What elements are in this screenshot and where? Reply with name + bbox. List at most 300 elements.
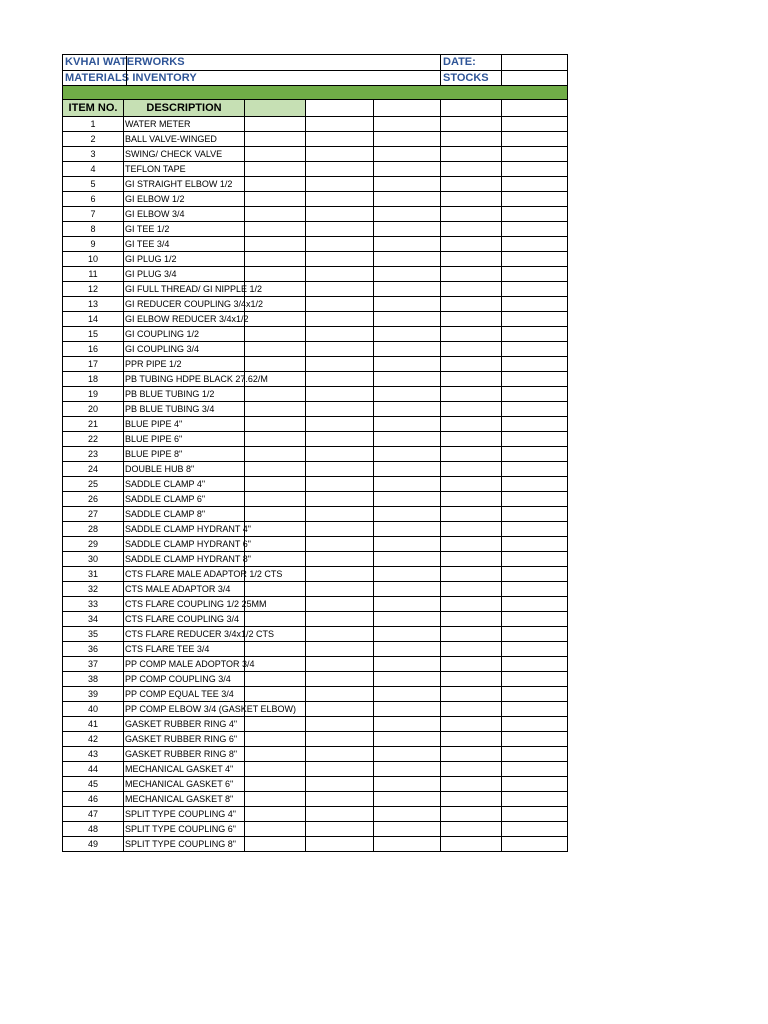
- stock-cell[interactable]: [306, 612, 374, 627]
- stock-cell[interactable]: [306, 552, 374, 567]
- stock-cell[interactable]: [441, 597, 502, 612]
- stock-cell[interactable]: [441, 177, 502, 192]
- stock-cell[interactable]: [245, 402, 306, 417]
- stock-cell[interactable]: [441, 627, 502, 642]
- stock-cell[interactable]: [374, 507, 441, 522]
- item-number-cell[interactable]: 17: [63, 357, 124, 372]
- column-header-blank[interactable]: [306, 100, 374, 117]
- stock-cell[interactable]: [441, 432, 502, 447]
- stock-cell[interactable]: [306, 507, 374, 522]
- stock-cell[interactable]: [441, 132, 502, 147]
- stock-cell[interactable]: [245, 177, 306, 192]
- date-label[interactable]: DATE:: [441, 55, 502, 71]
- stock-cell[interactable]: [502, 792, 568, 807]
- column-header-blank[interactable]: [374, 100, 441, 117]
- stock-cell[interactable]: [441, 522, 502, 537]
- stock-cell[interactable]: [306, 597, 374, 612]
- item-description-cell[interactable]: DOUBLE HUB 8": [124, 462, 245, 477]
- item-description-cell[interactable]: CTS FLARE TEE 3/4: [124, 642, 245, 657]
- stock-cell[interactable]: [374, 597, 441, 612]
- stock-cell[interactable]: [245, 237, 306, 252]
- stock-cell[interactable]: [374, 342, 441, 357]
- stock-cell[interactable]: [441, 747, 502, 762]
- column-header-blank[interactable]: [441, 100, 502, 117]
- item-description-cell[interactable]: GI ELBOW REDUCER 3/4x1/2: [124, 312, 245, 327]
- stock-cell[interactable]: [441, 297, 502, 312]
- stock-cell[interactable]: [245, 222, 306, 237]
- stock-cell[interactable]: [245, 477, 306, 492]
- item-number-cell[interactable]: 47: [63, 807, 124, 822]
- stock-cell[interactable]: [245, 162, 306, 177]
- item-number-cell[interactable]: 20: [63, 402, 124, 417]
- stock-cell[interactable]: [245, 642, 306, 657]
- item-number-cell[interactable]: 6: [63, 192, 124, 207]
- item-description-cell[interactable]: WATER METER: [124, 117, 245, 132]
- stock-cell[interactable]: [374, 162, 441, 177]
- item-number-cell[interactable]: 12: [63, 282, 124, 297]
- stock-cell[interactable]: [245, 147, 306, 162]
- stock-cell[interactable]: [502, 807, 568, 822]
- item-number-cell[interactable]: 15: [63, 327, 124, 342]
- stock-cell[interactable]: [502, 387, 568, 402]
- item-description-cell[interactable]: CTS FLARE COUPLING 1/2 25MM: [124, 597, 245, 612]
- stock-cell[interactable]: [374, 762, 441, 777]
- item-description-cell[interactable]: SPLIT TYPE COUPLING 4": [124, 807, 245, 822]
- stock-cell[interactable]: [502, 117, 568, 132]
- item-description-cell[interactable]: CTS FLARE MALE ADAPTOR 1/2 CTS: [124, 567, 245, 582]
- item-description-cell[interactable]: CTS MALE ADAPTOR 3/4: [124, 582, 245, 597]
- item-description-cell[interactable]: MECHANICAL GASKET 4": [124, 762, 245, 777]
- item-number-cell[interactable]: 21: [63, 417, 124, 432]
- stock-cell[interactable]: [502, 342, 568, 357]
- item-number-cell[interactable]: 28: [63, 522, 124, 537]
- stock-cell[interactable]: [502, 402, 568, 417]
- stock-cell[interactable]: [502, 327, 568, 342]
- item-number-cell[interactable]: 35: [63, 627, 124, 642]
- stock-cell[interactable]: [374, 117, 441, 132]
- stock-cell[interactable]: [441, 687, 502, 702]
- stock-cell[interactable]: [441, 147, 502, 162]
- stock-cell[interactable]: [441, 702, 502, 717]
- stock-cell[interactable]: [245, 777, 306, 792]
- item-description-cell[interactable]: SADDLE CLAMP 8": [124, 507, 245, 522]
- stock-cell[interactable]: [374, 657, 441, 672]
- stock-cell[interactable]: [441, 447, 502, 462]
- stock-cell[interactable]: [245, 717, 306, 732]
- stock-cell[interactable]: [441, 222, 502, 237]
- stock-cell[interactable]: [502, 312, 568, 327]
- stock-cell[interactable]: [306, 807, 374, 822]
- stock-cell[interactable]: [502, 432, 568, 447]
- stock-cell[interactable]: [441, 357, 502, 372]
- stock-cell[interactable]: [245, 612, 306, 627]
- stock-cell[interactable]: [306, 162, 374, 177]
- stock-cell[interactable]: [306, 327, 374, 342]
- stock-cell[interactable]: [441, 777, 502, 792]
- stock-cell[interactable]: [441, 672, 502, 687]
- stock-cell[interactable]: [441, 237, 502, 252]
- item-description-cell[interactable]: GI FULL THREAD/ GI NIPPLE 1/2: [124, 282, 245, 297]
- stock-cell[interactable]: [374, 372, 441, 387]
- stock-cell[interactable]: [441, 717, 502, 732]
- item-description-cell[interactable]: GASKET RUBBER RING 4": [124, 717, 245, 732]
- stock-cell[interactable]: [374, 522, 441, 537]
- stock-cell[interactable]: [306, 177, 374, 192]
- column-header-blank[interactable]: [245, 100, 306, 117]
- stock-cell[interactable]: [374, 357, 441, 372]
- stock-cell[interactable]: [441, 657, 502, 672]
- item-description-cell[interactable]: GI REDUCER COUPLING 3/4x1/2: [124, 297, 245, 312]
- stock-cell[interactable]: [374, 312, 441, 327]
- item-number-cell[interactable]: 22: [63, 432, 124, 447]
- item-number-cell[interactable]: 25: [63, 477, 124, 492]
- stock-cell[interactable]: [374, 732, 441, 747]
- stock-cell[interactable]: [502, 147, 568, 162]
- stock-cell[interactable]: [441, 402, 502, 417]
- stock-cell[interactable]: [441, 387, 502, 402]
- stock-cell[interactable]: [441, 117, 502, 132]
- stock-cell[interactable]: [502, 237, 568, 252]
- item-number-cell[interactable]: 34: [63, 612, 124, 627]
- stock-cell[interactable]: [374, 432, 441, 447]
- stock-cell[interactable]: [502, 282, 568, 297]
- stock-cell[interactable]: [245, 342, 306, 357]
- stock-cell[interactable]: [306, 447, 374, 462]
- stock-cell[interactable]: [441, 207, 502, 222]
- stock-cell[interactable]: [441, 762, 502, 777]
- stock-cell[interactable]: [306, 822, 374, 837]
- stock-cell[interactable]: [306, 582, 374, 597]
- item-number-cell[interactable]: 2: [63, 132, 124, 147]
- stock-cell[interactable]: [306, 387, 374, 402]
- stock-cell[interactable]: [441, 537, 502, 552]
- stock-cell[interactable]: [306, 732, 374, 747]
- stock-cell[interactable]: [441, 252, 502, 267]
- sheet-subtitle[interactable]: MATERIALS INVENTORY: [63, 70, 245, 86]
- stock-cell[interactable]: [374, 822, 441, 837]
- stock-cell[interactable]: [502, 732, 568, 747]
- item-description-cell[interactable]: SADDLE CLAMP HYDRANT 8": [124, 552, 245, 567]
- stock-cell[interactable]: [245, 807, 306, 822]
- stock-cell[interactable]: [306, 837, 374, 852]
- item-number-cell[interactable]: 24: [63, 462, 124, 477]
- item-number-cell[interactable]: 36: [63, 642, 124, 657]
- stock-cell[interactable]: [441, 837, 502, 852]
- stock-cell[interactable]: [374, 177, 441, 192]
- stock-cell[interactable]: [245, 252, 306, 267]
- stock-cell[interactable]: [245, 312, 306, 327]
- item-description-cell[interactable]: GI STRAIGHT ELBOW 1/2: [124, 177, 245, 192]
- stock-cell[interactable]: [502, 372, 568, 387]
- stock-cell[interactable]: [441, 552, 502, 567]
- stock-cell[interactable]: [306, 402, 374, 417]
- stock-cell[interactable]: [441, 642, 502, 657]
- stock-cell[interactable]: [306, 477, 374, 492]
- stock-cell[interactable]: [502, 252, 568, 267]
- item-number-cell[interactable]: 11: [63, 267, 124, 282]
- item-number-cell[interactable]: 41: [63, 717, 124, 732]
- stock-cell[interactable]: [502, 627, 568, 642]
- stock-cell[interactable]: [306, 672, 374, 687]
- item-number-cell[interactable]: 46: [63, 792, 124, 807]
- stock-cell[interactable]: [306, 537, 374, 552]
- item-number-cell[interactable]: 7: [63, 207, 124, 222]
- stock-cell[interactable]: [374, 792, 441, 807]
- item-description-cell[interactable]: SADDLE CLAMP 4": [124, 477, 245, 492]
- stock-cell[interactable]: [441, 612, 502, 627]
- stock-cell[interactable]: [441, 162, 502, 177]
- stock-cell[interactable]: [245, 447, 306, 462]
- stock-cell[interactable]: [374, 477, 441, 492]
- stock-cell[interactable]: [245, 792, 306, 807]
- stock-cell[interactable]: [502, 447, 568, 462]
- item-number-cell[interactable]: 37: [63, 657, 124, 672]
- company-name[interactable]: KVHAI WATERWORKS: [63, 55, 245, 71]
- stock-cell[interactable]: [374, 222, 441, 237]
- stock-cell[interactable]: [245, 462, 306, 477]
- stock-cell[interactable]: [306, 192, 374, 207]
- item-description-cell[interactable]: TEFLON TAPE: [124, 162, 245, 177]
- stock-cell[interactable]: [502, 162, 568, 177]
- item-description-cell[interactable]: SPLIT TYPE COUPLING 6": [124, 822, 245, 837]
- stock-cell[interactable]: [245, 492, 306, 507]
- stock-cell[interactable]: [502, 717, 568, 732]
- stock-cell[interactable]: [441, 822, 502, 837]
- item-number-cell[interactable]: 1: [63, 117, 124, 132]
- item-description-cell[interactable]: GI COUPLING 1/2: [124, 327, 245, 342]
- stock-cell[interactable]: [245, 267, 306, 282]
- stock-cell[interactable]: [441, 792, 502, 807]
- date-value-cell[interactable]: [502, 55, 568, 71]
- stock-cell[interactable]: [441, 372, 502, 387]
- item-number-cell[interactable]: 45: [63, 777, 124, 792]
- stock-cell[interactable]: [306, 237, 374, 252]
- stock-cell[interactable]: [374, 327, 441, 342]
- stock-cell[interactable]: [245, 687, 306, 702]
- stock-cell[interactable]: [441, 732, 502, 747]
- stock-cell[interactable]: [245, 417, 306, 432]
- stock-cell[interactable]: [306, 147, 374, 162]
- item-number-cell[interactable]: 44: [63, 762, 124, 777]
- stock-cell[interactable]: [245, 732, 306, 747]
- stock-cell[interactable]: [306, 717, 374, 732]
- item-number-cell[interactable]: 13: [63, 297, 124, 312]
- stock-cell[interactable]: [306, 417, 374, 432]
- stock-cell[interactable]: [374, 132, 441, 147]
- item-description-cell[interactable]: CTS FLARE COUPLING 3/4: [124, 612, 245, 627]
- stock-cell[interactable]: [502, 552, 568, 567]
- stock-cell[interactable]: [441, 507, 502, 522]
- stock-cell[interactable]: [374, 747, 441, 762]
- stock-cell[interactable]: [502, 597, 568, 612]
- stock-cell[interactable]: [306, 297, 374, 312]
- stock-cell[interactable]: [441, 567, 502, 582]
- item-description-cell[interactable]: GI TEE 3/4: [124, 237, 245, 252]
- item-number-cell[interactable]: 3: [63, 147, 124, 162]
- stock-cell[interactable]: [306, 492, 374, 507]
- stock-cell[interactable]: [245, 672, 306, 687]
- stock-cell[interactable]: [374, 687, 441, 702]
- stock-cell[interactable]: [502, 522, 568, 537]
- stock-cell[interactable]: [245, 762, 306, 777]
- item-number-cell[interactable]: 9: [63, 237, 124, 252]
- item-description-cell[interactable]: GASKET RUBBER RING 6": [124, 732, 245, 747]
- item-description-cell[interactable]: GI ELBOW 1/2: [124, 192, 245, 207]
- stock-cell[interactable]: [245, 582, 306, 597]
- stock-cell[interactable]: [502, 762, 568, 777]
- stock-cell[interactable]: [306, 702, 374, 717]
- stock-cell[interactable]: [306, 357, 374, 372]
- stock-cell[interactable]: [374, 717, 441, 732]
- stock-cell[interactable]: [374, 447, 441, 462]
- item-description-cell[interactable]: SADDLE CLAMP HYDRANT 6": [124, 537, 245, 552]
- stock-cell[interactable]: [374, 807, 441, 822]
- stock-cell[interactable]: [306, 747, 374, 762]
- stock-cell[interactable]: [306, 282, 374, 297]
- item-description-cell[interactable]: GI TEE 1/2: [124, 222, 245, 237]
- item-description-cell[interactable]: PP COMP EQUAL TEE 3/4: [124, 687, 245, 702]
- stock-cell[interactable]: [502, 417, 568, 432]
- stock-cell[interactable]: [306, 372, 374, 387]
- item-number-cell[interactable]: 31: [63, 567, 124, 582]
- stocks-label[interactable]: STOCKS: [441, 70, 502, 86]
- stock-cell[interactable]: [245, 327, 306, 342]
- stock-cell[interactable]: [306, 627, 374, 642]
- item-description-cell[interactable]: BLUE PIPE 8": [124, 447, 245, 462]
- stock-cell[interactable]: [502, 702, 568, 717]
- stock-cell[interactable]: [245, 837, 306, 852]
- item-description-cell[interactable]: GASKET RUBBER RING 8": [124, 747, 245, 762]
- stock-cell[interactable]: [306, 762, 374, 777]
- item-description-cell[interactable]: BLUE PIPE 4": [124, 417, 245, 432]
- stock-cell[interactable]: [306, 567, 374, 582]
- item-description-cell[interactable]: PB BLUE TUBING 3/4: [124, 402, 245, 417]
- stock-cell[interactable]: [306, 252, 374, 267]
- stock-cell[interactable]: [374, 387, 441, 402]
- stock-cell[interactable]: [245, 537, 306, 552]
- item-description-cell[interactable]: SADDLE CLAMP 6": [124, 492, 245, 507]
- stock-cell[interactable]: [441, 327, 502, 342]
- item-description-cell[interactable]: CTS FLARE REDUCER 3/4x1/2 CTS: [124, 627, 245, 642]
- stock-cell[interactable]: [502, 297, 568, 312]
- item-number-cell[interactable]: 42: [63, 732, 124, 747]
- stock-cell[interactable]: [502, 777, 568, 792]
- item-number-cell[interactable]: 5: [63, 177, 124, 192]
- stock-cell[interactable]: [374, 267, 441, 282]
- item-number-cell[interactable]: 32: [63, 582, 124, 597]
- stock-cell[interactable]: [245, 387, 306, 402]
- stocks-value-cell[interactable]: [502, 70, 568, 86]
- stock-cell[interactable]: [306, 342, 374, 357]
- stock-cell[interactable]: [502, 357, 568, 372]
- stock-cell[interactable]: [374, 147, 441, 162]
- item-description-cell[interactable]: PB BLUE TUBING 1/2: [124, 387, 245, 402]
- item-number-cell[interactable]: 33: [63, 597, 124, 612]
- stock-cell[interactable]: [374, 612, 441, 627]
- stock-cell[interactable]: [374, 702, 441, 717]
- stock-cell[interactable]: [502, 582, 568, 597]
- item-number-cell[interactable]: 16: [63, 342, 124, 357]
- stock-cell[interactable]: [502, 462, 568, 477]
- stock-cell[interactable]: [441, 477, 502, 492]
- stock-cell[interactable]: [245, 432, 306, 447]
- stock-cell[interactable]: [374, 402, 441, 417]
- stock-cell[interactable]: [502, 507, 568, 522]
- stock-cell[interactable]: [502, 822, 568, 837]
- item-description-cell[interactable]: GI COUPLING 3/4: [124, 342, 245, 357]
- stock-cell[interactable]: [502, 837, 568, 852]
- stock-cell[interactable]: [502, 492, 568, 507]
- item-description-cell[interactable]: PP COMP MALE ADOPTOR 3/4: [124, 657, 245, 672]
- stock-cell[interactable]: [306, 657, 374, 672]
- item-no-header[interactable]: ITEM NO.: [63, 100, 124, 117]
- stock-cell[interactable]: [502, 222, 568, 237]
- stock-cell[interactable]: [502, 687, 568, 702]
- description-header[interactable]: DESCRIPTION: [124, 100, 245, 117]
- item-number-cell[interactable]: 43: [63, 747, 124, 762]
- stock-cell[interactable]: [374, 642, 441, 657]
- stock-cell[interactable]: [306, 777, 374, 792]
- stock-cell[interactable]: [374, 672, 441, 687]
- item-description-cell[interactable]: BALL VALVE-WINGED: [124, 132, 245, 147]
- stock-cell[interactable]: [306, 462, 374, 477]
- stock-cell[interactable]: [374, 192, 441, 207]
- stock-cell[interactable]: [502, 672, 568, 687]
- stock-cell[interactable]: [502, 642, 568, 657]
- item-number-cell[interactable]: 30: [63, 552, 124, 567]
- stock-cell[interactable]: [374, 252, 441, 267]
- item-number-cell[interactable]: 40: [63, 702, 124, 717]
- item-number-cell[interactable]: 39: [63, 687, 124, 702]
- stock-cell[interactable]: [502, 132, 568, 147]
- item-number-cell[interactable]: 4: [63, 162, 124, 177]
- item-description-cell[interactable]: SADDLE CLAMP HYDRANT 4": [124, 522, 245, 537]
- stock-cell[interactable]: [374, 582, 441, 597]
- stock-cell[interactable]: [245, 507, 306, 522]
- item-number-cell[interactable]: 48: [63, 822, 124, 837]
- stock-cell[interactable]: [245, 132, 306, 147]
- stock-cell[interactable]: [441, 582, 502, 597]
- stock-cell[interactable]: [374, 537, 441, 552]
- stock-cell[interactable]: [374, 462, 441, 477]
- stock-cell[interactable]: [441, 312, 502, 327]
- item-description-cell[interactable]: PP COMP ELBOW 3/4 (GASKET ELBOW): [124, 702, 245, 717]
- item-number-cell[interactable]: 18: [63, 372, 124, 387]
- item-number-cell[interactable]: 38: [63, 672, 124, 687]
- stock-cell[interactable]: [441, 417, 502, 432]
- item-number-cell[interactable]: 19: [63, 387, 124, 402]
- stock-cell[interactable]: [502, 537, 568, 552]
- stock-cell[interactable]: [502, 477, 568, 492]
- item-description-cell[interactable]: GI PLUG 3/4: [124, 267, 245, 282]
- stock-cell[interactable]: [441, 492, 502, 507]
- item-description-cell[interactable]: MECHANICAL GASKET 8": [124, 792, 245, 807]
- item-description-cell[interactable]: MECHANICAL GASKET 6": [124, 777, 245, 792]
- stock-cell[interactable]: [502, 192, 568, 207]
- stock-cell[interactable]: [306, 432, 374, 447]
- stock-cell[interactable]: [374, 492, 441, 507]
- item-number-cell[interactable]: 26: [63, 492, 124, 507]
- item-description-cell[interactable]: GI PLUG 1/2: [124, 252, 245, 267]
- stock-cell[interactable]: [306, 792, 374, 807]
- stock-cell[interactable]: [306, 267, 374, 282]
- item-number-cell[interactable]: 14: [63, 312, 124, 327]
- stock-cell[interactable]: [374, 552, 441, 567]
- item-number-cell[interactable]: 10: [63, 252, 124, 267]
- stock-cell[interactable]: [441, 192, 502, 207]
- stock-cell[interactable]: [441, 342, 502, 357]
- header-blank-cell[interactable]: [245, 55, 441, 71]
